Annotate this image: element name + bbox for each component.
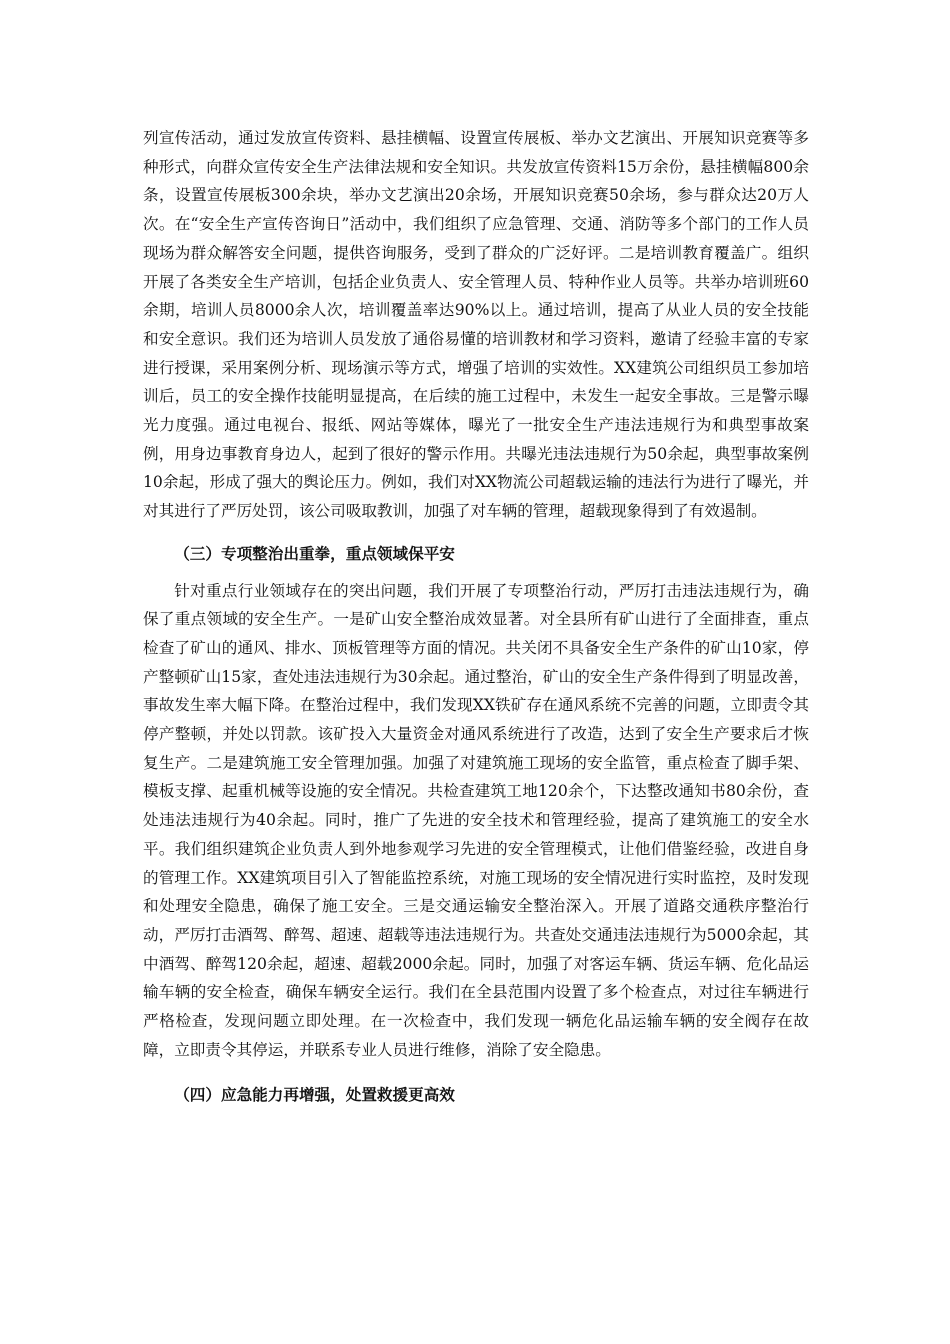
section-heading: （三）专项整治出重拳，重点领域保平安 xyxy=(174,544,455,563)
document-body xyxy=(143,124,809,1117)
body-paragraph: 列宣传活动，通过发放宣传资料、悬挂横幅、设置宣传展板、举办文艺演出、开展知识竞赛等多种形式，向群众宣传安全生产法律法规和安全知识。共发放宣传资料15万余份，悬挂横幅800余条，设置宣传展板300余块，举办文艺演出20余场，开展知识竞赛50余场，参与群众达20万人次。在“安全生产宣传咨询日”活动中，我们组织了应急管理、交通、消防等多个部门的工作人员现场为群众解答安全问题，提供咨询服务，受到了群众的广泛好评。二是培训教育覆盖广。组织开展了各类安全生产培训，包括企业负责人、安全管理人员、特种作业人员等。共举办培训班60余期，培训人员8000余人次，培训覆盖率达90%以上。通过培训，提高了从业人员的安全技能和安全意识。我们还为培训人员发放了通俗易懂的培训教材和学习资料，邀请了经验丰富的专家进行授课，采用案例分析、现场演示等方式，增强了培训的实效性。XX建筑公司组织员工参加培训后，员工的安全操作技能明显提高，在后续的施工过程中，未发生一起安全事故。三是警示曝光力度强。通过电视台、报纸、网站等媒体，曝光了一批安全生产违法违规行为和典型事故案例，用身边事教育身边人，起到了很好的警示作用。共曝光违法违规行为50余起，典型事故案例10余起，形成了强大的舆论压力。例如，我们对XX物流公司超载运输的违法行为进行了曝光，并对其进行了严厉处罚，该公司吸取教训，加强了对车辆的管理，超载现象得到了有效遏制。 xyxy=(143,129,809,521)
body-paragraph: 针对重点行业领域存在的突出问题，我们开展了专项整治行动，严厉打击违法违规行为，确保了重点领域的安全生产。一是矿山安全整治成效显著。对全县所有矿山进行了全面排查，重点检查了矿山的通风、排水、顶板管理等方面的情况。共关闭不具备安全生产条件的矿山10家，停产整顿矿山15家，查处违法违规行为30余起。通过整治，矿山的安全生产条件得到了明显改善，事故发生率大幅下降。在整治过程中，我们发现XX铁矿存在通风系统不完善的问题，立即责令其停产整顿，并处以罚款。该矿投入大量资金对通风系统进行了改造，达到了安全生产要求后才恢复生产。二是建筑施工安全管理加强。加强了对建筑施工现场的安全监管，重点检查了脚手架、模板支撑、起重机械等设施的安全情况。共检查建筑工地120余个，下达整改通知书80余份，查处违法违规行为40余起。同时，推广了先进的安全技术和管理经验，提高了建筑施工的安全水平。我们组织建筑企业负责人到外地参观学习先进的安全管理模式，让他们借鉴经验，改进自身的管理工作。XX建筑项目引入了智能监控系统，对施工现场的安全情况进行实时监控，及时发现和处理安全隐患，确保了施工安全。三是交通运输安全整治深入。开展了道路交通秩序整治行动，严厉打击酒驾、醉驾、超速、超载等违法违规行为。共查处交通违法违规行为5000余起，其中酒驾、醉驾120余起，超速、超载2000余起。同时，加强了对客运车辆、货运车辆、危化品运输车辆的安全检查，确保车辆安全运行。我们在全县范围内设置了多个检查点，对过往车辆进行严格检查，发现问题立即处理。在一次检查中，我们发现一辆危化品运输车辆的安全阀存在故障，立即责令其停运，并联系专业人员进行维修，消除了安全隐患。 xyxy=(143,581,809,1059)
section-heading: （四）应急能力再增强，处置救援更高效 xyxy=(174,1085,455,1104)
